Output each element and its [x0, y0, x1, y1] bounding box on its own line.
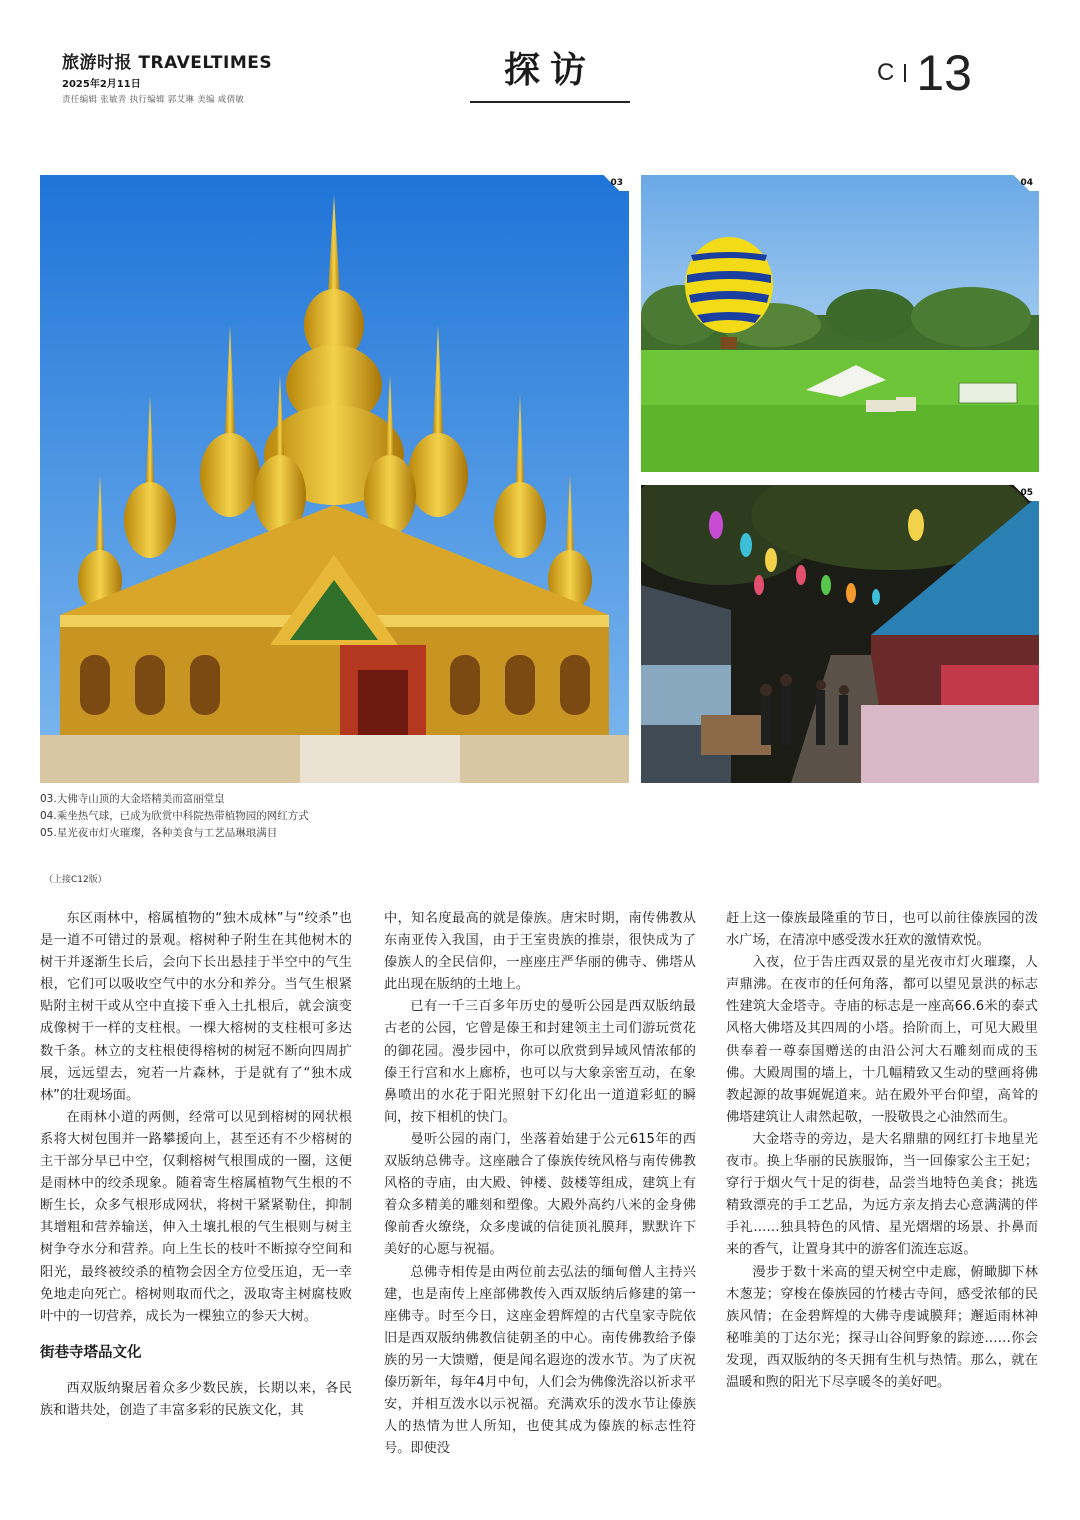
paragraph: 东区雨林中，榕属植物的“独木成林”与“绞杀”也是一道不可错过的景观。榕树种子附生在其他树木的树干并逐渐生长后，会向下长出悬挂于半空中的气生根，它们可以吸收空气中的水分和养分。当气生根紧贴附主树干或从空中直接下垂入土扎根后，就会演变成像树干一样的支柱根。一棵大榕树的支柱根可多达数千条。林立的支柱根使得榕树的树冠不断向四周扩展，远远望去，宛若一片森林，于是就有了“独木成林”的壮观场面。: [40, 911, 352, 1103]
article-column-2: [384, 908, 696, 1460]
page-number: [877, 45, 972, 101]
caption-03: 03.大佛寺山顶的大金塔精美而富丽堂皇: [40, 793, 225, 805]
caption-05: 05.星光夜市灯火璀璨，各种美食与工艺品琳琅满目: [40, 827, 278, 839]
article-column-1: [40, 908, 352, 1422]
photo-number: 03: [589, 175, 629, 191]
photo-night-market: [641, 485, 1039, 783]
night-market-image: [641, 485, 1039, 783]
issue-date: 2025年2月11日: [62, 79, 141, 90]
paragraph: 漫步于数十米高的望天树空中走廊，俯瞰脚下林木葱茏；穿梭在傣族园的竹楼古寺间，感受浓郁的民族风情；在金碧辉煌的大佛寺虔诚膜拜；邂逅雨林神秘唯美的丁达尔光；探寻山谷间野象的踪迹……你会发现，西双版纳的冬天拥有生机与热情。那么，就在温暖和煦的阳光下尽享暖冬的美好吧。: [726, 1264, 1038, 1390]
page-divider: [904, 64, 906, 82]
paragraph-continued: 中，知名度最高的就是傣族。唐宋时期，南传佛教从东南亚传入我国，由于王室贵族的推崇，很快成为了傣族人的全民信仰，一座座庄严华丽的佛寺、佛塔从此出现在版纳的土地上。: [384, 911, 696, 993]
paragraph: 总佛寺相传是由两位前去弘法的缅甸僧人主持兴建，也是南传上座部佛教传入西双版纳后修建的第一座佛寺。时至今日，这座金碧辉煌的古代皇家寺院依旧是西双版纳佛教信徒朝圣的中心。南传佛教给予傣族的另一大馈赠，便是闻名遐迩的泼水节。为了庆祝傣历新年，每年4月中旬，人们会为佛像洗浴以祈求平安，并相互泼水以示祝福。充满欢乐的泼水节让傣族人的热情为世人所知，也使其成为傣族的标志性符号。即使没: [384, 1264, 696, 1457]
caption-04: 04.乘坐热气球，已成为欣赏中科院热带植物园的网红方式: [40, 810, 309, 822]
photo-number: 05: [999, 485, 1039, 501]
article-column-3: [726, 908, 1038, 1394]
page-number-value: 13: [916, 45, 972, 101]
editors-line: 责任编辑 张敏青 执行编辑 郭艾琳 美编 咸倩敏: [62, 95, 245, 105]
paper-name: 旅游时报 TRAVELTIMES: [62, 53, 273, 73]
paragraph: 西双版纳聚居着众多少数民族，长期以来，各民族和谐共处，创造了丰富多彩的民族文化，其: [40, 1380, 352, 1418]
golden-pagoda-image: [40, 175, 629, 783]
paragraph: 入夜，位于告庄西双景的星光夜市灯火璀璨，人声鼎沸。在夜市的任何角落，都可以望见景洪的标志性建筑大金塔寺。寺庙的标志是一座高66.6米的泰式风格大佛塔及其四周的小塔。拾阶而上，可见大殿里供奉着一尊泰国赠送的由沿公河大石雕刻而成的玉佛。大殿周围的墙上，十几幅精致又生动的壁画将佛教起源的故事娓娓道来。站在殿外平台仰望，高耸的佛塔建筑让人肃然起敬，一股敬畏之心油然而生。: [726, 955, 1038, 1125]
section-heading: 街巷寺塔品文化: [40, 1344, 142, 1361]
paragraph: 大金塔寺的旁边，是大名鼎鼎的网红打卡地星光夜市。换上华丽的民族服饰，当一回傣家公主王妃；穿行于烟火气十足的街巷，品尝当地特色美食；挑选精致漂亮的手工艺品，为远方亲友捎去心意满满的伴手礼……独具特色的风情、星光熠熠的场景、扑鼻而来的香气，让置身其中的游客们流连忘返。: [726, 1131, 1038, 1258]
balloon-image: [641, 175, 1039, 472]
paragraph: 在雨林小道的两侧，经常可以见到榕树的网状根系将大树包围并一路攀援向上，甚至还有不少榕树的主干部分早已中空，仅剩榕树气根围成的一圈，这便是雨林中的绞杀现象。随着寄生榕属植物气生根的不断生长，众多气根形成网状，将树干紧紧勒住，抑制其增粗和营养输送，伸入土壤扎根的气生根则与树主树争夺水分和营养。向上生长的枝叶不断掠夺空间和阳光，最终被绞杀的植物会因全方位受压迫，无一幸免地走向死亡。榕树则取而代之，汲取寄主树腐枝败叶中的一切营养，成长为一棵独立的参天大树。: [40, 1109, 352, 1324]
page-letter: C: [877, 59, 899, 86]
photo-captions: [40, 791, 460, 842]
masthead: [62, 48, 322, 105]
paragraph: 曼听公园的南门，坐落着始建于公元615年的西双版纳总佛寺。这座融合了傣族传统风格与南传佛教风格的寺庙，由大殿、钟楼、鼓楼等组成，建筑上有着众多精美的雕刻和塑像。大殿外高约八米的金身佛像前香火缭绕，众多虔诚的信徒顶礼膜拜，默默许下美好的心愿与祝福。: [384, 1131, 696, 1258]
paragraph-continued: 赶上这一傣族最隆重的节日，也可以前往傣族园的泼水广场，在清凉中感受泼水狂欢的激情欢悦。: [726, 911, 1038, 949]
photo-golden-pagoda: [40, 175, 629, 783]
continued-note: （上接C12版）: [44, 875, 107, 885]
photo-number: 04: [999, 175, 1039, 191]
photo-hot-air-balloon: [641, 175, 1039, 472]
paragraph: 已有一千三百多年历史的曼听公园是西双版纳最古老的公园，它曾是傣王和封建领主土司们游玩赏花的御花园。漫步园中，你可以欣赏到异域风情浓郁的傣王行宫和水上廊桥，也可以与大象亲密互动，在象鼻喷出的水花于阳光照射下幻化出一道道彩虹的瞬间，按下相机的快门。: [384, 999, 696, 1125]
section-title: 探访: [470, 42, 630, 103]
